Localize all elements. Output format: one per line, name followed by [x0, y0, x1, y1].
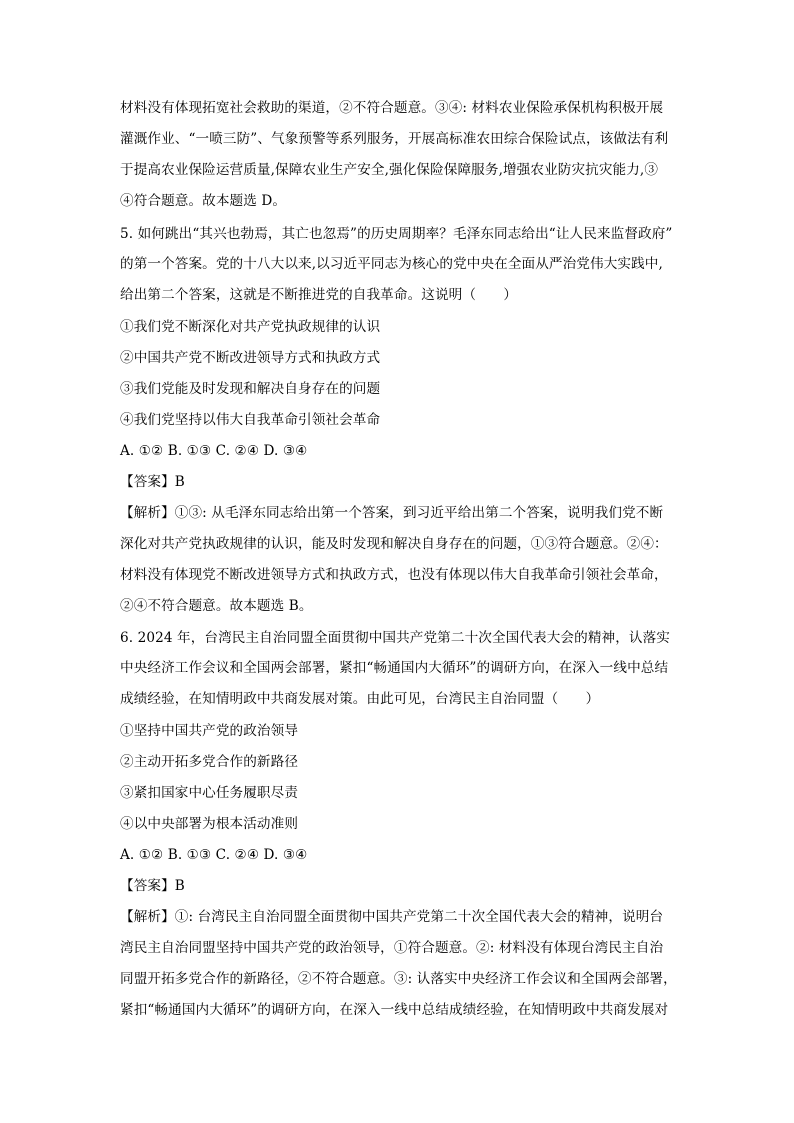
- question-5-analysis-line: 【解析】①③: 从毛泽东同志给出第一个答案，到习近平给出第二个答案，说明我们党不断: [120, 505, 664, 521]
- question-5-option: ④我们党坚持以伟大自我革命引领社会革命: [120, 412, 381, 428]
- question-6-stem-line: 6. 2024 年，台湾民主自治同盟全面贯彻中国共产党第二十次全国代表大会的精神，认落实: [120, 630, 670, 646]
- question-5-option: ②中国共产党不断改进领导方式和执政方式: [120, 350, 381, 366]
- question-5-analysis-line: 材料没有体现党不断改进领导方式和执政方式，也没有体现以伟大自我革命引领社会革命，: [120, 567, 668, 583]
- question-5-stem-line: 的第一个答案。党的十八大以来,以习近平同志为核心的党中央在全面从严治党伟大实践中,: [120, 256, 663, 272]
- question-6-stem-line: 中央经济工作会议和全国两会部署，紧扣“畅通国内大循环”的调研方向，在深入一线中总结: [120, 660, 669, 676]
- text-line: ④符合题意。故本题选 D。: [120, 193, 287, 209]
- question-6-analysis-line: 紧扣“畅通国内大循环”的调研方向，在深入一线中总结成绩经验，在知情明政中共商发展对: [120, 1002, 669, 1018]
- question-5-option: ①我们党不断深化对共产党执政规律的认识: [120, 319, 381, 335]
- question-5-answer: 【答案】B: [120, 474, 185, 490]
- question-5-stem-line: 给出第二个答案，这就是不断推进党的自我革命。这说明（ ）: [120, 287, 518, 303]
- question-6-stem-line: 成绩经验，在知情明政中共商发展对策。由此可见，台湾民主自治同盟（ ）: [120, 691, 600, 707]
- question-5-option: ③我们党能及时发现和解决自身存在的问题: [120, 381, 381, 397]
- question-6-option: ④以中央部署为根本活动准则: [120, 816, 299, 832]
- question-5-analysis-line: 深化对共产党执政规律的认识，能及时发现和解决自身存在的问题，①③符合题意。②④：: [120, 536, 668, 552]
- question-6-analysis-line: 同盟开拓多党合作的新路径，②不符合题意。③: 认落实中央经济工作会议和全国两会部署，: [120, 971, 677, 987]
- text-line: 于提高农业保险运营质量,保障农业生产安全,强化保险保障服务,增强农业防灾抗灾能力,③: [120, 162, 659, 178]
- question-6-answer: 【答案】B: [120, 878, 185, 894]
- question-5-choices: A. ①② B. ①③ C. ②④ D. ③④: [120, 443, 308, 459]
- question-6-analysis-line: 【解析】①: 台湾民主自治同盟全面贯彻中国共产党第二十次全国代表大会的精神，说明台: [120, 909, 664, 925]
- text-line: 灌溉作业、“一喷三防”、气象预警等系列服务，开展高标准农田综合保险试点，该做法有利: [120, 131, 669, 147]
- question-6-analysis-line: 湾民主自治同盟坚持中国共产党的政治领导，①符合题意。②: 材料没有体现台湾民主自治: [120, 940, 664, 956]
- question-5-analysis-line: ②④不符合题意。故本题选 B。: [120, 598, 313, 614]
- question-6-option: ②主动开拓多党合作的新路径: [120, 754, 299, 770]
- question-6-option: ③紧扣国家中心任务履职尽责: [120, 785, 299, 801]
- text-line: 材料没有体现拓宽社会救助的渠道，②不符合题意。③④: 材料农业保险承保机构积极开展: [120, 100, 664, 116]
- question-6-choices: A. ①② B. ①③ C. ②④ D. ③④: [120, 847, 308, 863]
- question-5-stem-line: 5. 如何跳出“其兴也勃焉，其亡也忽焉”的历史周期率？毛泽东同志给出“让人民来监督政府”: [120, 226, 673, 242]
- question-6-option: ①坚持中国共产党的政治领导: [120, 723, 299, 739]
